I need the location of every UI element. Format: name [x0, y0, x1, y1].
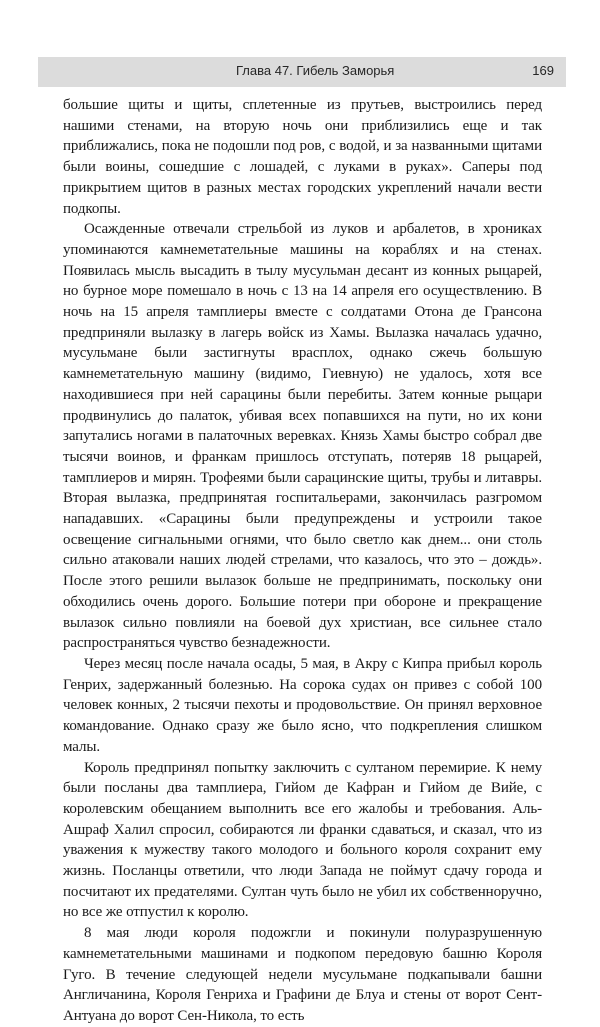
- paragraph: Осажденные отвечали стрельбой из луков и арбалетов, в хрониках упоминаются камнеметательные машины на кораблях и на стенах. Появилась мысль высадить в тылу мусульман десант из конных рыцарей, но бурное море помешало в ночь с 13 на 14 апреля его осуществлению. В ночь на 15 апреля тамплиеры вместе с солдатами Отона де Грансона предприняли вылазку в лагерь войск из Хамы. Вылазка началась удачно, мусульмане были застигнуты врасплох, однако сжечь большую камнеметательную машину (видимо, Гиевную) не удалось, хотя все находившиеся при ней сарацины были перебиты. Затем конные рыцари продвинулись до палаток, убивая всех попавшихся на пути, но их кони запутались ногами в палаточных веревках. Князь Хамы быстро собрал две тысячи воинов, и франкам пришлось отступать, потеряв 18 рыцарей, тамплиеров и мирян. Трофеями были сарацинские щиты, трубы и литавры. Вторая вылазка, предпринятая госпитальерами, закончилась разгромом нападавших. «Сарацины были предупреждены и устроили такое освещение сигнальными огнями, что было светло как днем... они столь сильно атаковали наших людей стрелами, что казалось, что это – дождь». После этого решили вылазок больше не предпринимать, поскольку они обходились очень дорого. Большие потери при обороне и прекращение вылазок сильно повлияли на боевой дух христиан, все сильнее стало распространяться чувство безнадежности.: [63, 221, 542, 652]
- paragraph: Король предпринял попытку заключить с султаном перемирие. К нему были посланы два тамплиера, Гийом де Кафран и Гийом де Вийе, с королевским обещанием выполнить все его жалобы и требования. Аль-Ашраф Халил спросил, собираются ли франки сдаваться, и сказал, что из уважения к мужеству такого молодого и больного короля сохранит ему жизнь. Посланцы ответили, что люди Запада не поймут сдачу города и посчитают их предателями. Султан чуть было не убил их собственноручно, но все же отпустил к королю.: [63, 759, 542, 921]
- paragraph: 8 мая люди короля подожгли и покинули полуразрушенную камнеметательными машинами и подкопом передовую башню Короля Гуго. В течение следующей недели мусульмане подкапывали башни Англичанина, Короля Генриха и Графини де Блуа и стены от ворот Сент-Антуана до ворот Сен-Никола, то есть: [63, 925, 542, 1024]
- paragraph: большие щиты и щиты, сплетенные из прутьев, выстроились перед нашими стенами, на вторую ночь они приблизились еще и так приближались, пока не подошли под ров, с водой, и за названными щитами были воины, сошедшие с лошадей, с луками в руках». Саперы под прикрытием щитов в разных местах городских укреплений начали вести подкопы.: [63, 97, 542, 217]
- body-text: [63, 95, 542, 1027]
- chapter-title: Глава 47. Гибель Заморья: [236, 63, 395, 78]
- paragraph: Через месяц после начала осады, 5 мая, в Акру с Кипра прибыл король Генрих, задержанный болезнью. На сорока судах он привез с собой 100 человек конных, 2 тысячи пехоты и продовольствие. Он принял верховное командование. Однако сразу же было ясно, что подкрепления слишком малы.: [63, 655, 542, 755]
- page-number: 169: [532, 63, 554, 78]
